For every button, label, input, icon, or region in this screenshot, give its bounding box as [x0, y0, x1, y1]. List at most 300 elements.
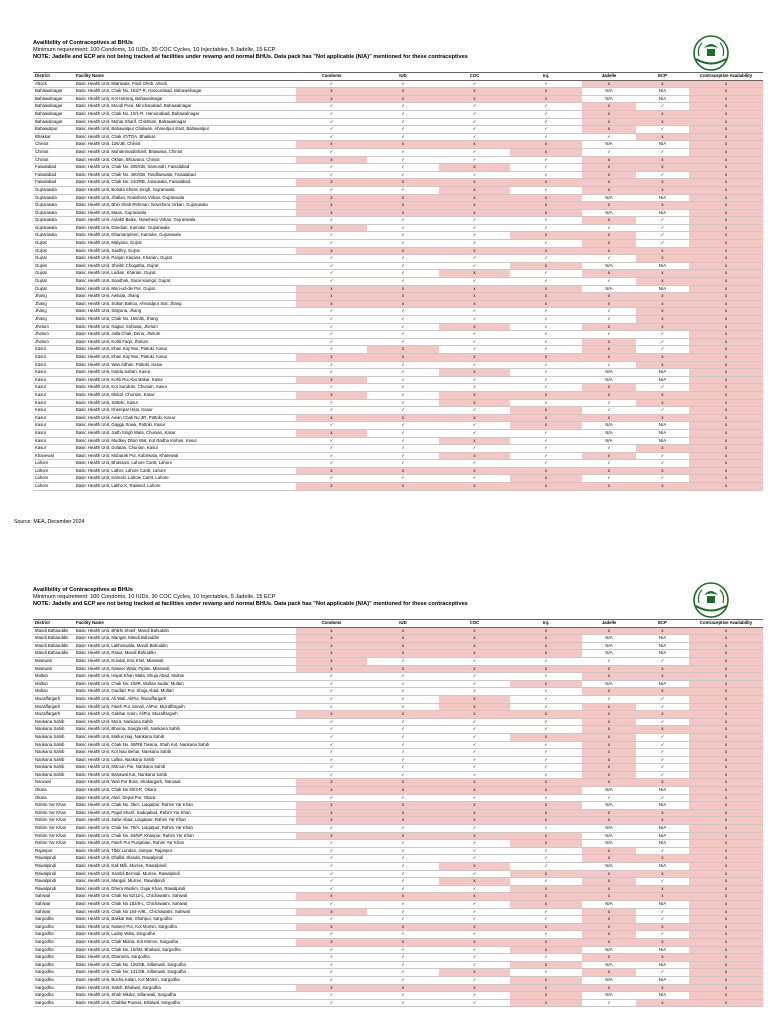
- status-cell: x: [689, 976, 763, 984]
- status-cell: ✓: [296, 232, 367, 240]
- status-cell: x: [439, 202, 510, 210]
- column-header: Jadelle: [582, 73, 636, 81]
- district-cell: Sargodha: [33, 916, 74, 924]
- district-cell: Rahim Yar Khan: [33, 840, 74, 848]
- status-cell: ✓: [296, 422, 367, 430]
- table-row: [33, 673, 763, 681]
- status-cell: x: [689, 825, 763, 833]
- status-cell: x: [636, 938, 689, 946]
- facility-name-cell: Basic Health Unit, Bohala Shami Singh, Gujranwala: [74, 186, 296, 194]
- status-cell: x: [510, 635, 582, 643]
- status-cell: ✓: [296, 445, 367, 453]
- status-cell: ✓: [439, 148, 510, 156]
- district-cell: Nankana Sahib: [33, 756, 74, 764]
- table-row: [33, 961, 763, 969]
- status-cell: x: [689, 483, 763, 491]
- status-cell: x: [689, 376, 763, 384]
- table-row: [33, 726, 763, 734]
- facility-name-cell: Basic Health Unit, Mitroon Pur, Nankana Sahib: [74, 764, 296, 772]
- table-row: [33, 429, 763, 437]
- status-cell: x: [510, 300, 582, 308]
- status-cell: ✓: [510, 445, 582, 453]
- status-cell: ✓: [510, 429, 582, 437]
- column-header: Contraceptive Availability: [689, 73, 763, 81]
- status-cell: x: [582, 741, 636, 749]
- status-cell: x: [510, 665, 582, 673]
- status-cell: ✓: [636, 878, 689, 886]
- table-row: [33, 688, 763, 696]
- status-cell: x: [689, 391, 763, 399]
- status-cell: ✓: [510, 217, 582, 225]
- status-cell: x: [689, 695, 763, 703]
- status-cell: x: [582, 156, 636, 164]
- status-cell: ✓: [296, 931, 367, 939]
- facility-name-cell: Basic Health Unit, Kamoki, Lahore Cantt, Lahore: [74, 475, 296, 483]
- status-cell: ✓: [439, 316, 510, 324]
- status-cell: ✓: [439, 133, 510, 141]
- table-row: [33, 80, 763, 88]
- district-cell: Jhelum: [33, 338, 74, 346]
- status-cell: N/A: [636, 262, 689, 270]
- status-cell: ✓: [510, 749, 582, 757]
- status-cell: x: [439, 650, 510, 658]
- status-cell: ✓: [439, 346, 510, 354]
- facility-name-cell: Basic Health Unit, Sattoki, Kasur: [74, 399, 296, 407]
- status-cell: ✓: [367, 794, 439, 802]
- status-cell: ✓: [367, 946, 439, 954]
- status-cell: x: [689, 399, 763, 407]
- status-cell: x: [689, 870, 763, 878]
- status-cell: ✓: [439, 217, 510, 225]
- district-cell: Multan: [33, 673, 74, 681]
- status-cell: x: [367, 467, 439, 475]
- status-cell: ✓: [582, 255, 636, 263]
- status-cell: x: [689, 900, 763, 908]
- status-cell: ✓: [510, 657, 582, 665]
- district-cell: Jhelum: [33, 331, 74, 339]
- status-cell: ✓: [582, 361, 636, 369]
- punjab-government-logo-icon: [686, 34, 736, 72]
- status-cell: N/A: [636, 369, 689, 377]
- status-cell: ✓: [296, 695, 367, 703]
- column-header: District: [33, 73, 74, 81]
- status-cell: x: [296, 209, 367, 217]
- status-cell: ✓: [510, 863, 582, 871]
- district-cell: Gujranwala: [33, 224, 74, 232]
- status-cell: x: [636, 665, 689, 673]
- status-cell: N/A: [636, 285, 689, 293]
- status-cell: ✓: [439, 445, 510, 453]
- table-row: [33, 217, 763, 225]
- status-cell: ✓: [439, 870, 510, 878]
- table-row: [33, 855, 763, 863]
- status-cell: x: [367, 293, 439, 301]
- status-cell: N/A: [636, 141, 689, 149]
- status-cell: x: [296, 657, 367, 665]
- column-header: IUD: [367, 620, 439, 628]
- report-title: Availibility of Contraceptives at BHUs: [33, 40, 133, 46]
- table-row: [33, 467, 763, 475]
- status-cell: x: [689, 726, 763, 734]
- status-cell: x: [689, 422, 763, 430]
- status-cell: ✓: [510, 916, 582, 924]
- status-cell: ✓: [367, 422, 439, 430]
- status-cell: x: [582, 300, 636, 308]
- district-cell: Gujrat: [33, 270, 74, 278]
- district-cell: Lahore: [33, 467, 74, 475]
- district-cell: Sargodha: [33, 976, 74, 984]
- status-cell: x: [636, 885, 689, 893]
- status-cell: x: [582, 726, 636, 734]
- status-cell: ✓: [439, 475, 510, 483]
- status-cell: x: [636, 984, 689, 992]
- status-cell: N/A: [582, 825, 636, 833]
- status-cell: x: [510, 802, 582, 810]
- district-cell: Rahim Yar Khan: [33, 817, 74, 825]
- column-header: Jadelle: [582, 620, 636, 628]
- district-cell: Sargodha: [33, 954, 74, 962]
- status-cell: ✓: [367, 217, 439, 225]
- status-cell: x: [439, 635, 510, 643]
- status-cell: ✓: [296, 437, 367, 445]
- district-cell: Kasur: [33, 414, 74, 422]
- status-cell: x: [582, 878, 636, 886]
- facility-name-cell: Basic Health Unit, Luday Wala, Sargodha: [74, 931, 296, 939]
- district-cell: Bahawalnagar: [33, 118, 74, 126]
- status-cell: x: [582, 179, 636, 187]
- table-row: [33, 141, 763, 149]
- table-row: [33, 733, 763, 741]
- status-cell: x: [689, 650, 763, 658]
- facility-name-cell: Basic Health Unit, Bhassain, Lahore Cantt, Lahore: [74, 460, 296, 468]
- district-cell: Kasur: [33, 361, 74, 369]
- table-row: [33, 650, 763, 658]
- status-cell: ✓: [510, 855, 582, 863]
- facility-name-cell: Basic Health Unit, Sheikh Chogatha, Gujrat: [74, 262, 296, 270]
- status-cell: ✓: [439, 361, 510, 369]
- status-cell: x: [689, 331, 763, 339]
- facility-name-cell: Basic Health Unit, Gardaiz Pur, Shuja Abad, Multan: [74, 688, 296, 696]
- status-cell: x: [510, 627, 582, 635]
- status-cell: x: [689, 308, 763, 316]
- status-cell: x: [636, 954, 689, 962]
- status-cell: x: [689, 665, 763, 673]
- status-cell: x: [296, 483, 367, 491]
- facility-name-cell: Basic Health Unit, Kot Hamraj, Bahawalnagar: [74, 95, 296, 103]
- status-cell: x: [439, 353, 510, 361]
- status-cell: x: [582, 756, 636, 764]
- facility-name-cell: Basic Health Unit, Dandian, Kamoke, Gujranwala: [74, 224, 296, 232]
- status-cell: x: [689, 794, 763, 802]
- report-requirement: Minimum requirement: 100 Condoms, 10 IUDs, 30 COC Cycles, 10 Injectables, 5 Jadelle, 15 ECP: [33, 594, 276, 601]
- table-row: [33, 194, 763, 202]
- status-cell: N/A: [636, 680, 689, 688]
- facility-name-cell: Basic Health Unit, Sambli Bermali, Murree, Rawalpindi: [74, 870, 296, 878]
- status-cell: x: [582, 893, 636, 901]
- district-cell: Sargodha: [33, 946, 74, 954]
- status-cell: x: [582, 749, 636, 757]
- district-cell: Kasur: [33, 429, 74, 437]
- status-cell: x: [582, 164, 636, 172]
- district-cell: Bahawalpur: [33, 126, 74, 134]
- column-header: ECP: [636, 620, 689, 628]
- status-cell: x: [367, 346, 439, 354]
- status-cell: x: [582, 293, 636, 301]
- status-cell: x: [636, 80, 689, 88]
- status-cell: ✓: [582, 224, 636, 232]
- district-cell: Nankana Sahib: [33, 733, 74, 741]
- status-cell: ✓: [510, 718, 582, 726]
- status-cell: ✓: [296, 171, 367, 179]
- table-row: [33, 642, 763, 650]
- facility-name-cell: Basic Health Unit, Maan, Gujranwala: [74, 209, 296, 217]
- table-row: [33, 399, 763, 407]
- status-cell: x: [636, 255, 689, 263]
- status-cell: x: [296, 285, 367, 293]
- facility-name-cell: Basic Health Unit, Lidher, Lahore Cantt, Lahore: [74, 467, 296, 475]
- facility-name-cell: Basic Health Unit, Aulakh Baike, Nowshera Virkan, Gujranwala: [74, 217, 296, 225]
- table-row: [33, 878, 763, 886]
- status-cell: N/A: [636, 976, 689, 984]
- status-cell: x: [636, 118, 689, 126]
- status-cell: x: [689, 346, 763, 354]
- table-row: [33, 232, 763, 240]
- table-row: [33, 323, 763, 331]
- status-cell: ✓: [296, 270, 367, 278]
- table-row: [33, 384, 763, 392]
- facility-name-cell: Basic Health Unit, Khan Kay Mor, Pattoki, Kasur: [74, 353, 296, 361]
- district-cell: Rawalpindi: [33, 885, 74, 893]
- facility-name-cell: Basic Health Unit, Kall Milli, Murree, Rawalpindi: [74, 863, 296, 871]
- status-cell: ✓: [367, 954, 439, 962]
- status-cell: ✓: [367, 976, 439, 984]
- status-cell: ✓: [510, 316, 582, 324]
- status-cell: x: [439, 186, 510, 194]
- status-cell: ✓: [439, 126, 510, 134]
- status-cell: x: [689, 916, 763, 924]
- district-cell: Lahore: [33, 475, 74, 483]
- status-cell: x: [689, 961, 763, 969]
- facility-name-cell: Basic Health Unit, Chak No. 84/NP, Khanpur, Rahim Yar Khan: [74, 832, 296, 840]
- table-row: [33, 749, 763, 757]
- status-cell: ✓: [582, 399, 636, 407]
- status-cell: N/A: [636, 787, 689, 795]
- status-cell: x: [689, 369, 763, 377]
- facility-name-cell: Basic Health Unit, Naseer Wala, Piplan, Mianwali: [74, 665, 296, 673]
- district-cell: Nankana Sahib: [33, 726, 74, 734]
- status-cell: ✓: [367, 110, 439, 118]
- status-cell: N/A: [636, 95, 689, 103]
- table-row: [33, 316, 763, 324]
- status-cell: ✓: [510, 384, 582, 392]
- district-cell: Attock: [33, 80, 74, 88]
- status-cell: x: [582, 764, 636, 772]
- status-cell: N/A: [582, 376, 636, 384]
- facility-name-cell: Basic Health Unit, 126/JB, Chiniot: [74, 141, 296, 149]
- facility-name-cell: Basic Health Unit, Harda Sahari, Kasur: [74, 369, 296, 377]
- status-cell: x: [636, 817, 689, 825]
- status-cell: N/A: [636, 863, 689, 871]
- status-cell: x: [510, 202, 582, 210]
- status-cell: x: [689, 224, 763, 232]
- status-cell: x: [439, 179, 510, 187]
- status-cell: ✓: [510, 255, 582, 263]
- status-cell: ✓: [296, 255, 367, 263]
- status-cell: ✓: [510, 361, 582, 369]
- availability-table: [33, 619, 753, 1007]
- status-cell: x: [439, 293, 510, 301]
- status-cell: x: [636, 278, 689, 286]
- status-cell: ✓: [636, 338, 689, 346]
- status-cell: x: [582, 80, 636, 88]
- status-cell: x: [296, 376, 367, 384]
- table-row: [33, 369, 763, 377]
- status-cell: ✓: [636, 407, 689, 415]
- status-cell: ✓: [367, 695, 439, 703]
- status-cell: ✓: [439, 908, 510, 916]
- status-cell: ✓: [296, 878, 367, 886]
- facility-name-cell: Basic Health Unit, Mubarak Pur, Kabirwala, Khanewal: [74, 452, 296, 460]
- district-cell: Rawalpindi: [33, 870, 74, 878]
- status-cell: x: [689, 247, 763, 255]
- status-cell: ✓: [439, 224, 510, 232]
- column-header: Facility Name: [74, 73, 296, 81]
- status-cell: x: [367, 832, 439, 840]
- status-cell: x: [636, 270, 689, 278]
- facility-name-cell: Basic Health Unit, Sultan Bahoo, Ahmadpur Sial, Jhang: [74, 300, 296, 308]
- table-row: [33, 938, 763, 946]
- status-cell: x: [510, 992, 582, 1000]
- status-cell: N/A: [636, 832, 689, 840]
- table-row: [33, 376, 763, 384]
- district-cell: Multan: [33, 688, 74, 696]
- table-row: [33, 999, 763, 1007]
- status-cell: ✓: [439, 825, 510, 833]
- status-cell: N/A: [582, 900, 636, 908]
- status-cell: x: [510, 232, 582, 240]
- district-cell: Sargodha: [33, 923, 74, 931]
- status-cell: ✓: [367, 186, 439, 194]
- status-cell: ✓: [296, 749, 367, 757]
- table-row: [33, 923, 763, 931]
- status-cell: x: [689, 711, 763, 719]
- status-cell: ✓: [636, 460, 689, 468]
- facility-name-cell: Basic Health Unit, Kotla Faqir, Jhelum: [74, 338, 296, 346]
- status-cell: x: [296, 832, 367, 840]
- district-cell: Kasur: [33, 437, 74, 445]
- status-cell: ✓: [439, 946, 510, 954]
- district-cell: Lahore: [33, 483, 74, 491]
- facility-name-cell: Basic Health Unit, Lakho K, Raiwind, Lahore: [74, 483, 296, 491]
- table-row: [33, 133, 763, 141]
- status-cell: ✓: [367, 437, 439, 445]
- status-cell: x: [439, 164, 510, 172]
- status-cell: x: [689, 771, 763, 779]
- status-cell: N/A: [582, 650, 636, 658]
- status-cell: x: [689, 733, 763, 741]
- status-cell: x: [510, 483, 582, 491]
- status-cell: x: [439, 194, 510, 202]
- status-cell: ✓: [367, 391, 439, 399]
- status-cell: ✓: [367, 688, 439, 696]
- facility-name-cell: Basic Health Unit, Khan Kay Mor, Pattoki, Kasur: [74, 346, 296, 354]
- status-cell: x: [689, 255, 763, 263]
- status-cell: ✓: [439, 673, 510, 681]
- status-cell: x: [636, 186, 689, 194]
- status-cell: ✓: [439, 384, 510, 392]
- status-cell: ✓: [510, 278, 582, 286]
- status-cell: ✓: [636, 217, 689, 225]
- status-cell: x: [510, 467, 582, 475]
- table-row: [33, 278, 763, 286]
- status-cell: x: [582, 938, 636, 946]
- district-cell: Sargodha: [33, 984, 74, 992]
- status-cell: ✓: [296, 407, 367, 415]
- status-cell: ✓: [582, 794, 636, 802]
- status-cell: ✓: [636, 171, 689, 179]
- status-cell: ✓: [510, 171, 582, 179]
- table-row: [33, 445, 763, 453]
- status-cell: x: [689, 688, 763, 696]
- status-cell: x: [439, 984, 510, 992]
- table-row: [33, 741, 763, 749]
- facility-name-cell: Basic Health Unit, Bakkar Bar, Shahpur, Sargodha: [74, 916, 296, 924]
- column-header: ECP: [636, 73, 689, 81]
- status-cell: ✓: [636, 148, 689, 156]
- status-cell: ✓: [367, 900, 439, 908]
- column-header: Contraceptive Availability: [689, 620, 763, 628]
- facility-name-cell: Basic Health Unit, Lodian, Kharian, Gujrat: [74, 270, 296, 278]
- status-cell: ✓: [636, 103, 689, 111]
- status-cell: N/A: [636, 961, 689, 969]
- district-cell: Rawalpindi: [33, 863, 74, 871]
- facility-name-cell: Basic Health Unit, Malyana, Gujrat: [74, 240, 296, 248]
- status-cell: x: [582, 733, 636, 741]
- table-row: [33, 718, 763, 726]
- status-cell: ✓: [636, 126, 689, 134]
- status-cell: ✓: [439, 954, 510, 962]
- table-row: [33, 802, 763, 810]
- status-cell: ✓: [296, 331, 367, 339]
- district-cell: Gujrat: [33, 240, 74, 248]
- status-cell: x: [636, 445, 689, 453]
- status-cell: x: [367, 642, 439, 650]
- status-cell: ✓: [439, 840, 510, 848]
- status-cell: ✓: [367, 232, 439, 240]
- district-cell: Nankana Sahib: [33, 764, 74, 772]
- status-cell: x: [636, 779, 689, 787]
- status-cell: x: [689, 741, 763, 749]
- status-cell: x: [296, 429, 367, 437]
- status-cell: x: [689, 103, 763, 111]
- status-cell: x: [510, 787, 582, 795]
- status-cell: x: [439, 88, 510, 96]
- status-cell: x: [689, 817, 763, 825]
- status-cell: ✓: [296, 961, 367, 969]
- table-row: [33, 764, 763, 772]
- table-row: [33, 209, 763, 217]
- status-cell: x: [367, 88, 439, 96]
- facility-name-cell: Basic Health Unit, Dhallal Jhanda, Rawalpindi: [74, 855, 296, 863]
- status-cell: ✓: [296, 217, 367, 225]
- status-cell: x: [510, 711, 582, 719]
- status-cell: ✓: [439, 680, 510, 688]
- status-cell: x: [367, 194, 439, 202]
- status-cell: x: [636, 156, 689, 164]
- status-cell: N/A: [636, 946, 689, 954]
- status-cell: x: [582, 673, 636, 681]
- table-row: [33, 308, 763, 316]
